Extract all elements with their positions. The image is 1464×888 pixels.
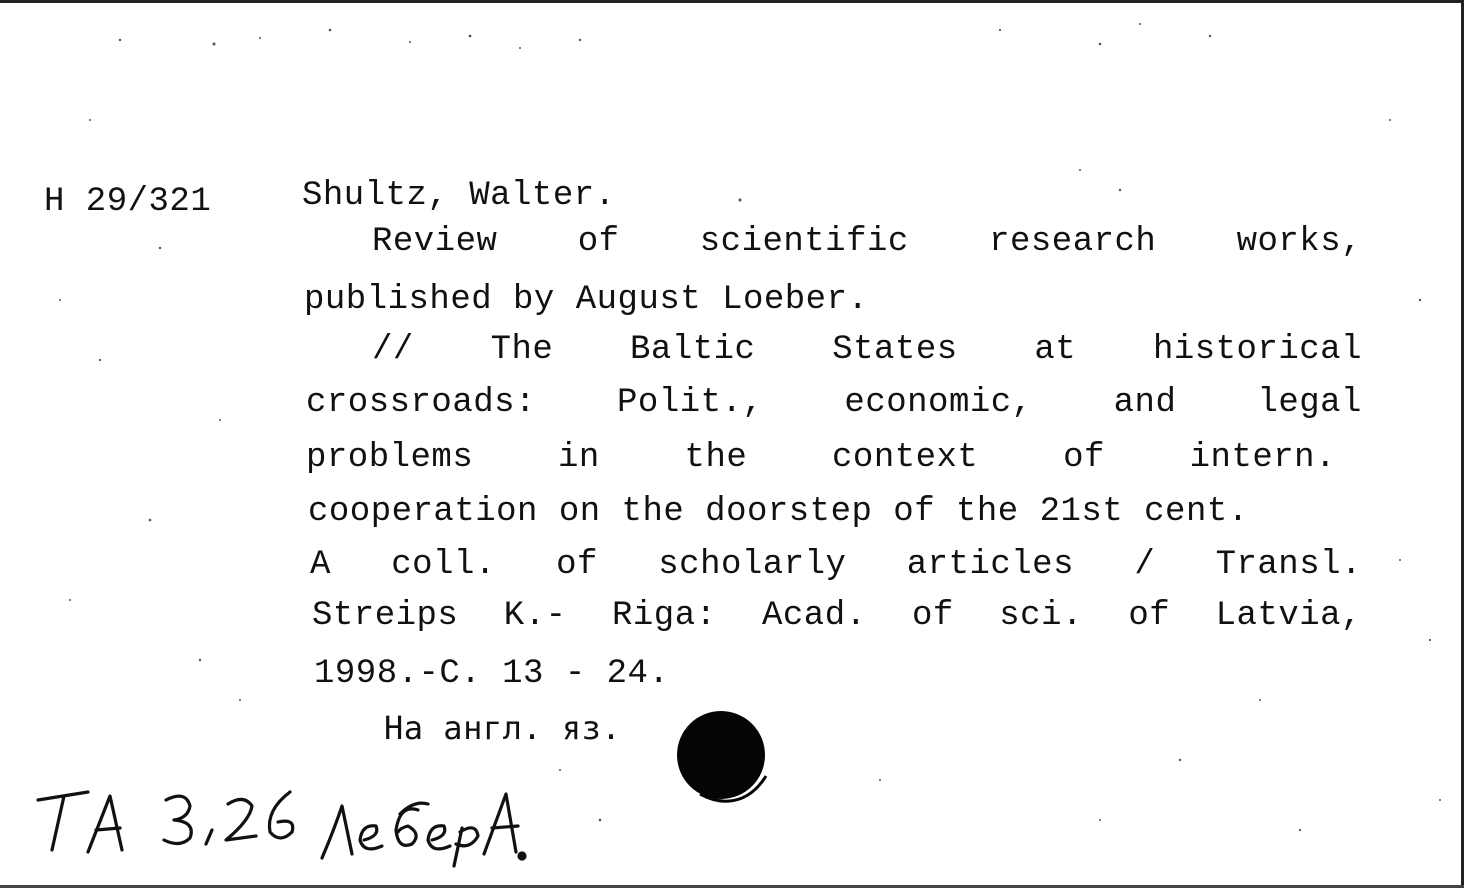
call-number: H 29/321 [44,183,212,221]
author-heading: Shultz, Walter. [302,177,616,215]
handwritten-signature [30,770,530,870]
source-line-1: // The Baltic States at historical [372,331,1362,369]
language-note: На англ. яз. [384,709,622,747]
source-line-3: problems in the context of intern. [306,439,1336,477]
source-line-2: crossroads: Polit., economic, and legal [306,384,1362,422]
source-line-4: cooperation on the doorstep of the 21st cent. [308,493,1249,531]
punch-hole [676,710,768,804]
pages-line: 1998.-C. 13 - 24. [314,655,670,693]
title-line-2: published by August Loeber. [304,281,869,319]
source-line-5: A coll. of scholarly articles / Transl. [310,546,1362,584]
source-line-6: Streips K.- Riga: Acad. of sci. of Latvia, [312,597,1362,635]
handwritten-note [30,770,530,875]
title-line-1: Review of scientific research works, [372,223,1362,261]
